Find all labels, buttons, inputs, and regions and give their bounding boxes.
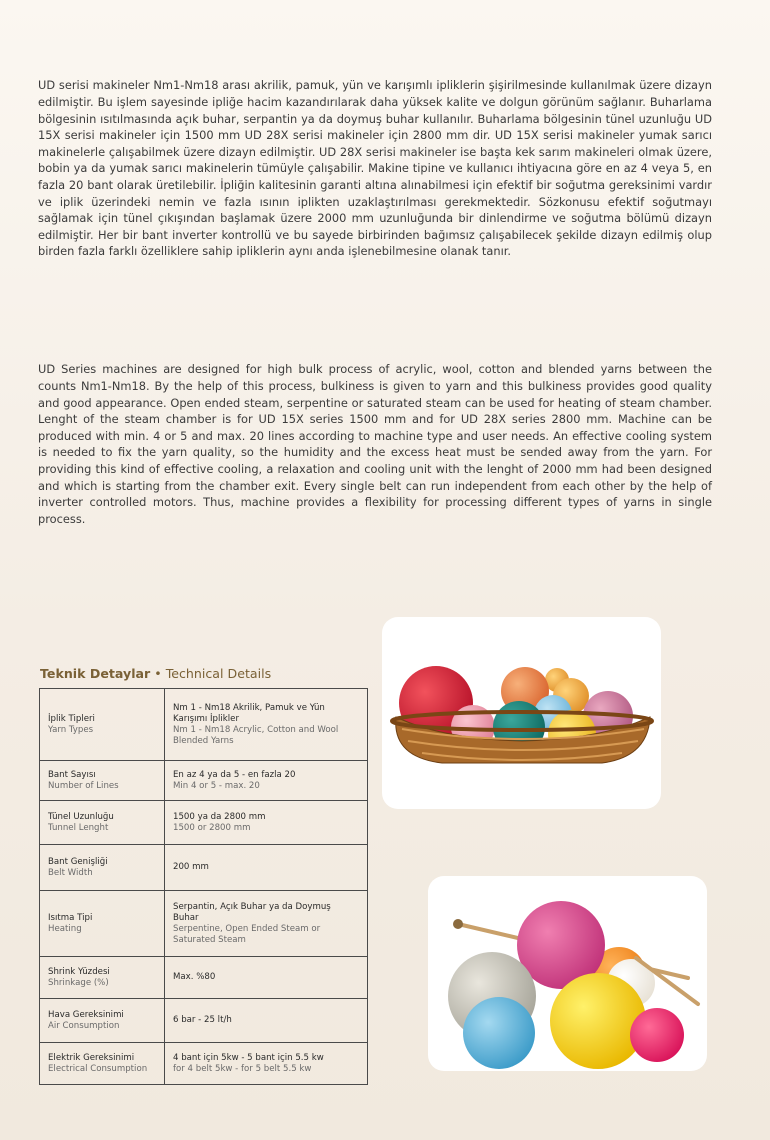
yarn-basket-illustration: [382, 617, 661, 809]
value-tr: Serpantin, Açık Buhar ya da Doymuş Buhar: [173, 901, 331, 923]
value-tr: 1500 ya da 2800 mm: [173, 811, 266, 822]
title-english: Technical Details: [165, 666, 272, 681]
label-en: Electrical Consumption: [48, 1063, 148, 1074]
value-en: Serpentine, Open Ended Steam or Saturated Steam: [173, 923, 321, 945]
label-tr: Bant Genişliği: [48, 856, 108, 867]
row-label: [40, 845, 165, 891]
row-label: [40, 891, 165, 957]
row-label: [40, 1043, 165, 1085]
value-tr: 6 bar - 25 lt/h: [173, 1015, 232, 1025]
row-value: [165, 801, 368, 845]
value-tr: 200 mm: [173, 862, 209, 872]
row-label: [40, 689, 165, 761]
table-row: [40, 689, 368, 761]
technical-details-table: [39, 688, 368, 1085]
value-en: for 4 belt 5kw - for 5 belt 5.5 kw: [173, 1063, 312, 1074]
table-row: [40, 1043, 368, 1085]
table-row: [40, 891, 368, 957]
row-value: [165, 689, 368, 761]
label-en: Air Consumption: [48, 1020, 120, 1031]
turkish-description: UD serisi makineler Nm1-Nm18 arası akrilik, pamuk, yün ve karışımlı ipliklerin şişirilmesinde kullanılmak üzere dizayn edilmiştir. Bu işlem sayesinde ipliğe hacim kazandırılarak daha yüksek kalite ve dolgun görünüm sağlanır. Buharlama bölgesinin ısıtılmasında açık buhar, serpantin ya da doymuş buhar kullanılır. Buharlama bölgesinin tünel uzunluğu UD 15X serisi makineler için 1500 mm UD 28X serisi makineler için 2800 mm dir. UD 15X serisi makineler yumak sarıcı makinelerle çalışabilmek üzere dizayn edilmiştir. UD 28X serisi makineler ise başta kek sarım makineleri olmak üzere, bobin ya da yumak sarıcı makinelerin tümüyle çalışabilir. Makine tipine ve kullanıcı ihtiyacına göre en az 4 veya 5, en fazla 20 bant olarak üretilebilir. İpliğin kalitesinin garanti altına alınabilmesi için efektif bir soğutma gereksinimi vardır ve iplik üzerindeki nemin ve fazla ısının iplikten uzaklaştırılması gerekmektedir. Sözkonusu efektif soğutmayı sağlamak için tünel çıkışından başlamak üzere 2000 mm uzunluğunda bir dinlendirme ve soğutma bölümü dizayn edilmiştir. Her bir bant inverter kontrollü ve bu sayede birbirinden bağımsız çalışabilecek şekilde dizayn edilmiş olup birden fazla farklı özelliklere sahip ipliklerin aynı anda işlenebilmesine olanak tanır.: [38, 78, 712, 259]
label-en: Yarn Types: [48, 724, 94, 735]
english-description: UD Series machines are designed for high bulk process of acrylic, wool, cotton and blended yarns between the counts Nm1-Nm18. By the help of this process, bulkiness is given to yarn and this bulkiness provides good quality and good appearance. Open ended steam, serpentine or saturated steam can be used for heating of steam chamber. Lenght of the steam chamber is for UD 15X series 1500 mm and for UD 28X series 2800 mm. Machine can be produced with min. 4 or 5 and max. 20 lines according to machine type and user needs. An effective cooling system is needed to fix the yarn quality, so the humidity and the excess heat must be sended away from the yarn. For providing this kind of effective cooling, a relaxation and cooling unit with the lenght of 2000 mm had been designed and which is starting from the chamber exit. Every single belt can run independent from each other by the help of inverter controlled motors. Thus, machine provides a flexibility for processing different types of yarns in single process.: [38, 362, 712, 526]
yarn-balls-illustration: [428, 876, 707, 1071]
row-label: [40, 761, 165, 801]
table-row: [40, 999, 368, 1043]
title-separator: •: [154, 666, 162, 681]
value-en: Min 4 or 5 - max. 20: [173, 780, 260, 791]
label-en: Number of Lines: [48, 780, 119, 791]
label-tr: Tünel Uzunluğu: [48, 811, 114, 822]
value-en: Nm 1 - Nm18 Acrylic, Cotton and Wool Blended Yarns: [173, 724, 339, 746]
row-label: [40, 801, 165, 845]
value-en: 1500 or 2800 mm: [173, 822, 251, 833]
technical-details-title: [40, 666, 271, 681]
table-row: [40, 957, 368, 999]
label-tr: Hava Gereksinimi: [48, 1009, 124, 1020]
row-value: [165, 761, 368, 801]
row-label: [40, 957, 165, 999]
table-row: [40, 801, 368, 845]
table-row: [40, 845, 368, 891]
label-en: Heating: [48, 923, 82, 934]
table-row: [40, 761, 368, 801]
value-tr: Max. %80: [173, 972, 216, 982]
row-value: [165, 1043, 368, 1085]
row-label: [40, 999, 165, 1043]
label-en: Tunnel Lenght: [48, 822, 109, 833]
label-tr: İplik Tipleri: [48, 713, 95, 724]
title-turkish: Teknik Detaylar: [40, 666, 151, 681]
label-en: Shrinkage (%): [48, 977, 109, 988]
label-en: Belt Width: [48, 867, 93, 878]
label-tr: Bant Sayısı: [48, 769, 96, 780]
yarn-balls-knitting-needles-photo: [428, 876, 707, 1071]
value-tr: Nm 1 - Nm18 Akrilik, Pamuk ve Yün Karışımı İplikler: [173, 702, 325, 724]
label-tr: Isıtma Tipi: [48, 912, 93, 923]
row-value: [165, 957, 368, 999]
label-tr: Shrink Yüzdesi: [48, 966, 110, 977]
row-value: [165, 891, 368, 957]
row-value: [165, 845, 368, 891]
label-tr: Elektrik Gereksinimi: [48, 1052, 135, 1063]
row-value: [165, 999, 368, 1043]
value-tr: 4 bant için 5kw - 5 bant için 5.5 kw: [173, 1052, 324, 1063]
value-tr: En az 4 ya da 5 - en fazla 20: [173, 769, 296, 780]
yarn-basket-photo: [382, 617, 661, 809]
